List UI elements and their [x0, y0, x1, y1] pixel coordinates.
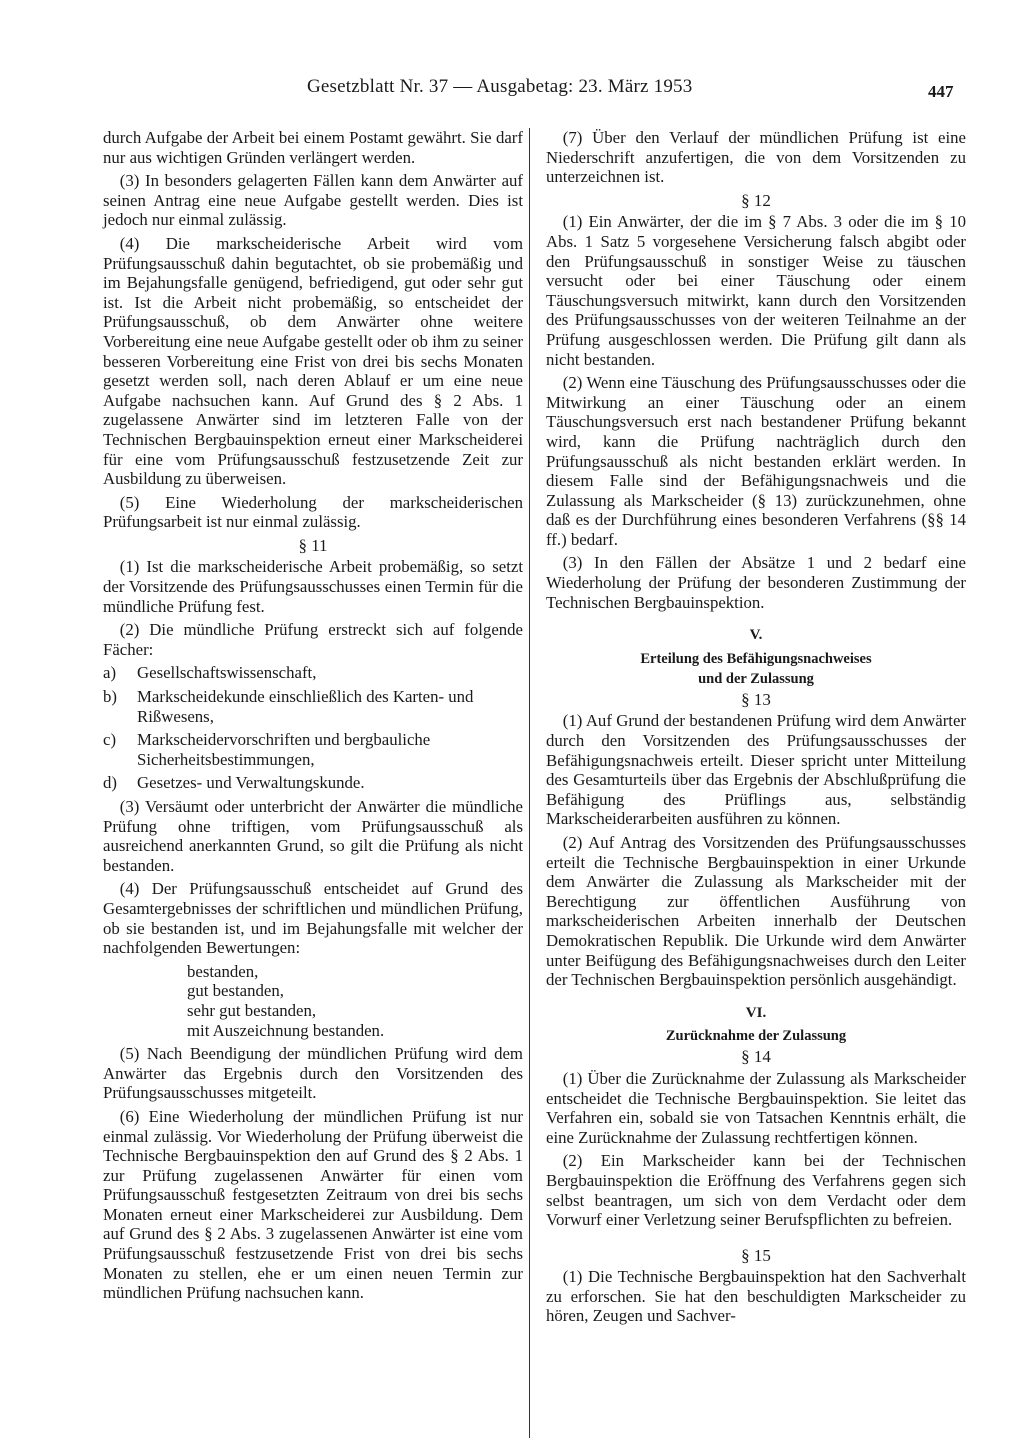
paragraph: (5) Eine Wiederholung der markscheiderischen Prüfungsarbeit ist nur einmal zulässig. [103, 492, 523, 532]
chapter-title-vi: Zurücknahme der Zulassung [665, 1028, 847, 1045]
column-divider [529, 128, 530, 1438]
list-item [103, 773, 523, 793]
paragraph: (7) Über den Verlauf der mündlichen Prüfung ist eine Niederschrift anzufertigen, die von dem Vorsitzenden zu unterzeichnen ist. [546, 128, 966, 187]
list-marker: a) [103, 663, 117, 683]
list-text: Markscheidervorschriften und bergbauliche Sicherheitsbestimmungen, [137, 730, 431, 769]
paragraph: (1) Auf Grund der bestandenen Prüfung wird dem Anwärter durch den Vorsitzenden des Prüfungsausschusses der Befähigungsnachweis erteilt. Dieser spricht unter Mitteilung des Gesamturteils über das Ergebnis der Abschlußprüfung die Befähigung des Prüflings aus, selbständig Markscheiderarbeiten ausführen zu können. [546, 711, 966, 829]
subject-list [103, 663, 523, 793]
grade-item: mit Auszeichnung bestanden. [187, 1020, 385, 1040]
section-heading-13: § 13 [741, 689, 771, 709]
paragraph: (6) Eine Wiederholung der mündlichen Prüfung ist nur einmal zulässig. Vor Wiederholung der Prüfung überweist die Technische Bergbauinspektion den auf Grund des § 2 Abs. 1 zur Prüfung zugelassenen Anwärter für einen vom Prüfungsausschuß festgesetzten Zeitraum von drei bis sechs Monaten erneut einer Markscheiderei zur Ausbildung. Dem auf Grund des § 2 Abs. 3 zugelassenen Anwärter ist eine vom Prüfungsausschuß festzusetzende Frist von drei bis sechs Monaten zu stellen, ehe er um einen neuen Termin zur mündlichen Prüfung nachsuchen kann. [103, 1106, 523, 1303]
list-marker: d) [103, 773, 117, 793]
chapter-title-v-line1: Erteilung des Befähigungsnachweises [640, 650, 872, 667]
paragraph: (4) Der Prüfungsausschuß entscheidet auf Grund des Gesamtergebnisses der schriftlichen und mündlichen Prüfung, ob sie bestanden ist, und im Bejahungsfalle mit welcher der nachfolgenden Bewertungen: [103, 879, 523, 958]
header-title: Gesetzblatt Nr. 37 — Ausgabetag: 23. März 1953 [307, 76, 693, 97]
paragraph: (1) Über die Zurücknahme der Zulassung als Markscheider entscheidet die Technische Bergbauinspektion. Sie leitet das Verfahren ein, sobald sie von Tatsachen Kenntnis erhält, die eine Zurücknahme der Zulassung rechtfertigen können. [546, 1068, 966, 1147]
list-text: Markscheidekunde einschließlich des Karten- und Rißwesens, [137, 687, 474, 726]
paragraph: (2) Ein Markscheider kann bei der Technischen Bergbauinspektion die Eröffnung des Verfahrens gegen sich selbst beantragen, um sich von dem Verdacht oder dem Vorwurf einer Verletzung seiner Berufspflichten zu befreien. [546, 1151, 966, 1230]
left-column [103, 128, 523, 1307]
section-heading-14: § 14 [741, 1047, 771, 1067]
chapter-number-vi: VI. [745, 1004, 767, 1021]
grade-item: gut bestanden, [187, 981, 284, 1001]
list-item [103, 730, 523, 769]
paragraph: (1) Ein Anwärter, der die im § 7 Abs. 3 oder die im § 10 Abs. 1 Satz 5 vorgesehene Versicherung falsch abgibt oder den Prüfungsausschuß in sonstiger Weise zu täuschen versucht oder bei einer Täuschung oder einem Täuschungsversuch mitwirkt, kann durch den Vorsitzenden des Prüfungsausschusses von der weiteren Teilnahme an der Prüfung ausgeschlossen werden. Die Prüfung gilt dann als nicht bestanden. [546, 212, 966, 369]
grades-list [103, 962, 523, 1040]
paragraph: (2) Wenn eine Täuschung des Prüfungsausschusses oder die Mitwirkung an einer Täuschung oder an einem Täuschungsversuch erst nach bestandener Prüfung bekannt wird, kann die Prüfung nachträglich durch den Prüfungsausschuß als nicht bestanden erklärt werden. In diesem Falle sind der Befähigungsnachweis und die Zulassung als Markscheider (§ 13) zurückzunehmen, ohne daß es der Durchführung eines besonderen Verfahrens (§§ 14 ff.) bedarf. [546, 373, 966, 549]
list-item [103, 687, 523, 726]
paragraph: (2) Die mündliche Prüfung erstreckt sich auf folgende Fächer: [103, 620, 523, 659]
paragraph: (3) Versäumt oder unterbricht der Anwärter die mündliche Prüfung ohne triftigen, vom Prüfungsausschuß als ausreichend anerkannten Grund, so gilt die Prüfung als nicht bestanden. [103, 797, 523, 875]
paragraph: (1) Ist die markscheiderische Arbeit probemäßig, so setzt der Vorsitzende des Prüfungsausschusses einen Termin für die mündliche Prüfung fest. [103, 557, 523, 616]
grade-item: sehr gut bestanden, [187, 1000, 317, 1020]
spacer [546, 1234, 966, 1244]
section-heading-12: § 12 [741, 190, 771, 210]
list-text: Gesellschaftswissenschaft, [137, 663, 317, 683]
section-heading-15: § 15 [741, 1245, 771, 1265]
paragraph: (1) Die Technische Bergbauinspektion hat den Sachverhalt zu erforschen. Sie hat den beschuldigten Markscheider zu hören, Zeugen und Sachver- [546, 1267, 966, 1326]
paragraph: durch Aufgabe der Arbeit bei einem Postamt gewährt. Sie darf nur aus wichtigen Gründen verlängert werden. [103, 128, 523, 167]
paragraph: (3) In besonders gelagerten Fällen kann dem Anwärter auf seinen Antrag eine neue Aufgabe gestellt werden. Dies ist jedoch nur einmal zulässig. [103, 171, 523, 230]
list-item [103, 663, 523, 683]
list-marker: b) [103, 687, 117, 707]
grade-item: bestanden, [187, 961, 259, 981]
section-heading-11: § 11 [298, 535, 328, 555]
list-text: Gesetzes- und Verwaltungskunde. [137, 773, 365, 793]
page-header [0, 76, 1024, 116]
chapter-title-v-line2: und der Zulassung [698, 670, 814, 687]
page-number: 447 [928, 82, 954, 101]
paragraph: (4) Die markscheiderische Arbeit wird vom Prüfungsausschuß dahin begutachtet, ob sie probemäßig und im Bejahungsfalle genügend, befriedigend, gut oder sehr gut ist. Ist die Arbeit nicht probemäßig, so entscheidet der Prüfungsausschuß, ob dem Anwärter ohne weitere Vorbereitung eine neue Aufgabe gestellt oder ob ihm zu seiner besseren Vorbereitung eine Frist von drei bis sechs Monaten gesetzt werden soll, nach deren Ablauf er um eine neue Aufgabe nachsuchen kann. Auf Grund des § 2 Abs. 1 zugelassene Anwärter sind im letzteren Falle von der Technischen Bergbauinspektion erneut einer Markscheiderei für eine vom Prüfungsausschuß festzusetzende Zeit zur Ausbildung zu überweisen. [103, 233, 523, 489]
paragraph: (3) In den Fällen der Absätze 1 und 2 bedarf eine Wiederholung der Prüfung der besonderen Zustimmung der Technischen Bergbauinspektion. [546, 553, 966, 612]
paragraph: (5) Nach Beendigung der mündlichen Prüfung wird dem Anwärter das Ergebnis durch den Vorsitzenden des Prüfungsausschusses mitgeteilt. [103, 1044, 523, 1103]
chapter-number-v: V. [749, 627, 763, 644]
paragraph: (2) Auf Antrag des Vorsitzenden des Prüfungsausschusses erteilt die Technische Bergbauinspektion in einer Urkunde dem Anwärter die Zulassung als Markscheider mit der Berechtigung zur öffentlichen Ausführung von markscheiderischen Arbeiten innerhalb der Deutschen Demokratischen Republik. Die Urkunde wird dem Anwärter unter Beifügung des Befähigungsnachweises durch den Leiter der Technischen Bergbauinspektion persönlich ausgehändigt. [546, 833, 966, 990]
right-column [546, 128, 966, 1330]
list-marker: c) [103, 730, 117, 750]
